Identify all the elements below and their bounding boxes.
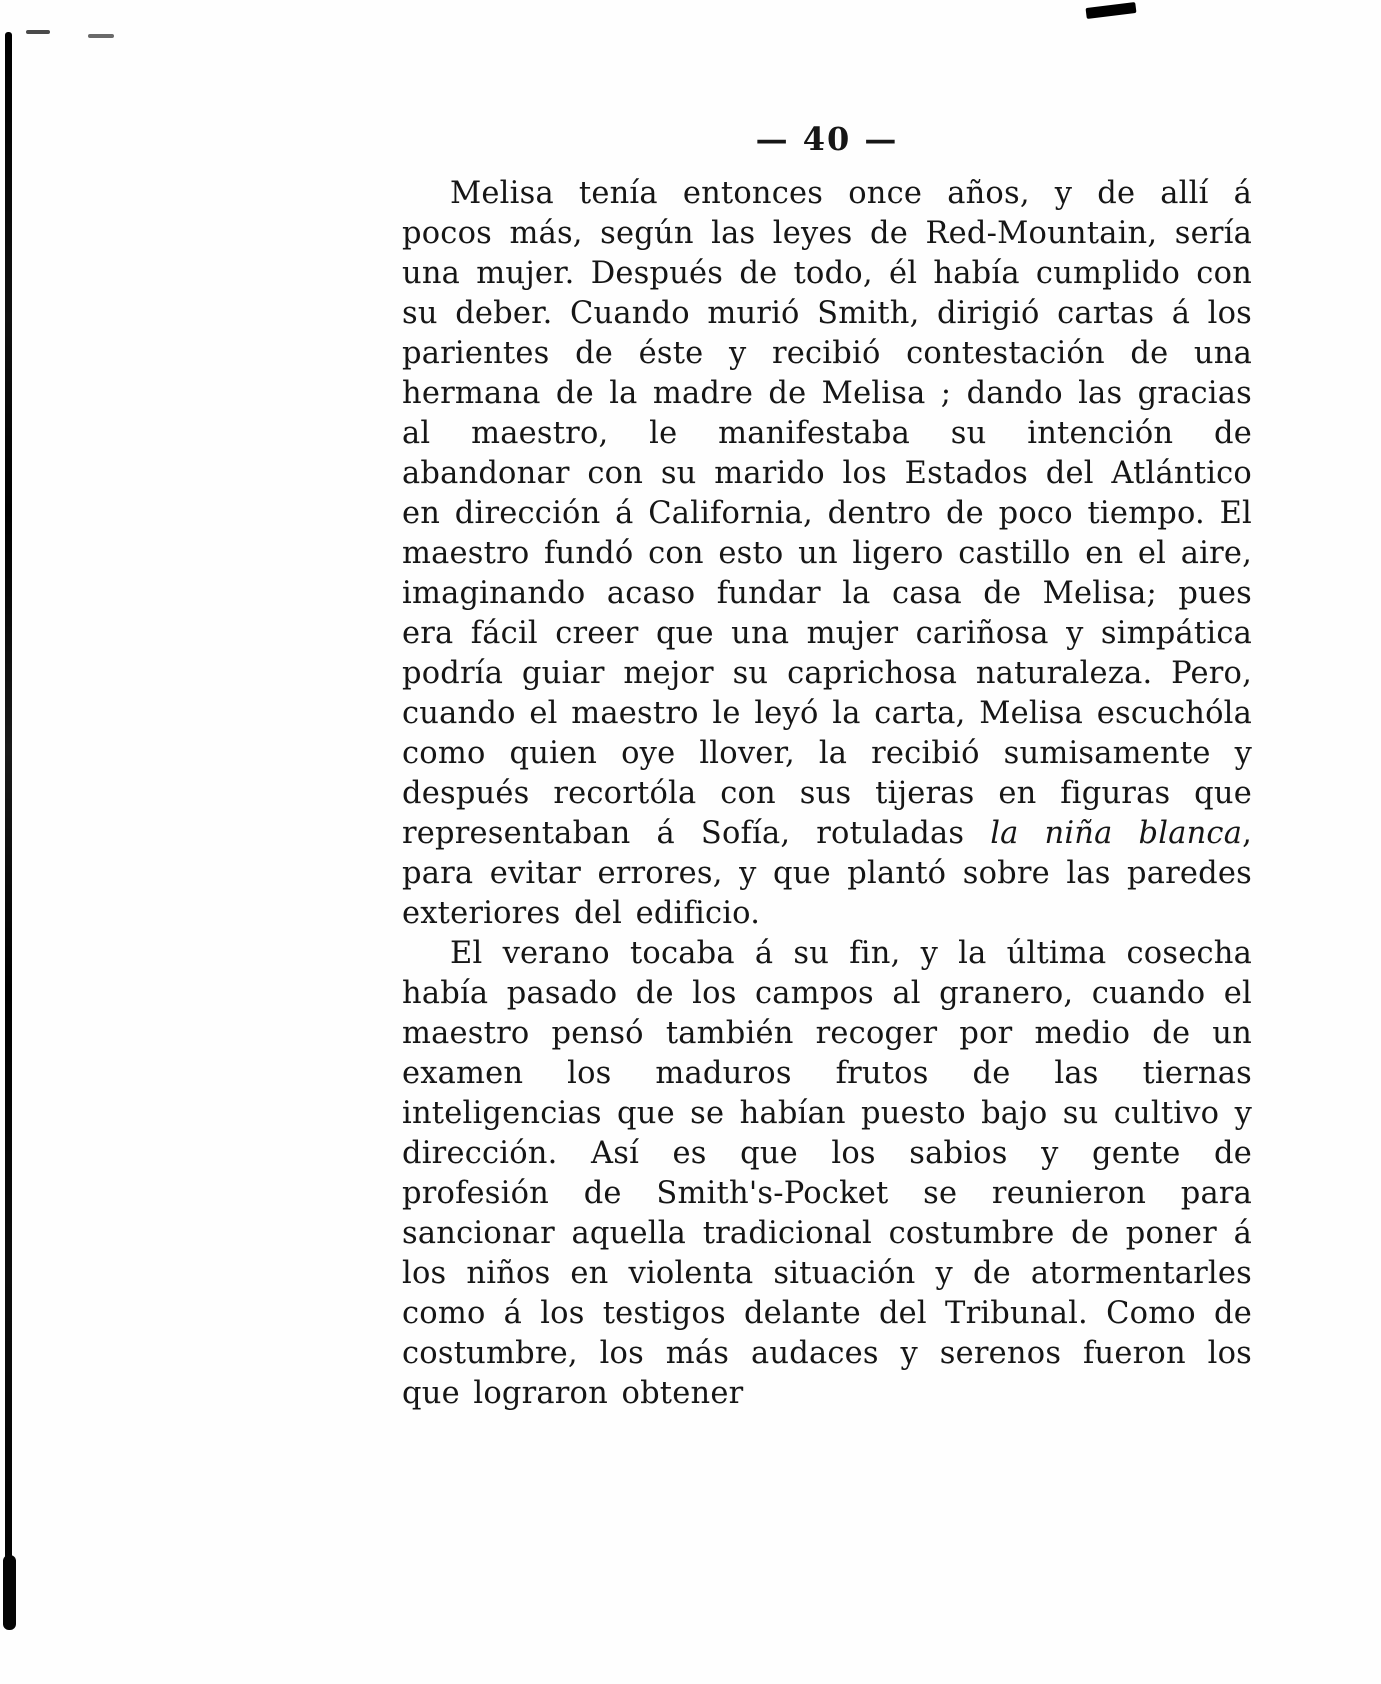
binding-blob-artifact	[3, 1555, 16, 1630]
scan-artifact-top-left	[26, 30, 50, 34]
paragraph-1-italic-phrase: la niña blanca	[990, 816, 1243, 851]
page-number: — 40 —	[755, 120, 899, 158]
scan-artifact-top-left-2	[88, 34, 114, 38]
paragraph-2: El verano tocaba á su fin, y la última cosecha había pasado de los campos al granero, cuando el maestro pensó también recoger por medio de un examen los maduros frutos de las tiernas inteligencias que se habían puesto bajo su cultivo y dirección. Así es que los sabios y gente de profesión de Smith's-Pocket se reunieron para sancionar aquella tradicional costumbre de poner á los niños en violenta situación y de atormentarles como á los testigos delante del Tribunal. Como de costumbre, los más audaces y serenos fueron los que lograron obtener	[402, 936, 1252, 1411]
binding-edge-artifact	[5, 32, 12, 1627]
paragraph-1-text-end: , para evitar errores, y que plantó sobre las paredes exteriores del edificio.	[402, 816, 1253, 931]
paragraph-1-text-start: Melisa tenía entonces once años, y de allí á pocos más, según las leyes de Red-Mountain, sería una mujer. Después de todo, él había cumplido con su deber. Cuando murió Smith, dirigió cartas á los parientes de éste y recibió contestación de una hermana de la madre de Melisa ; dando las gracias al maestro, le manifestaba su intención de abandonar con su marido los Estados del Atlántico en dirección á California, dentro de poco tiempo. El maestro fundó con esto un ligero castillo en el aire, imaginando acaso fundar la casa de Melisa; pues era fácil creer que una mujer cariñosa y simpática podría guiar mejor su caprichosa naturaleza. Pero, cuando el maestro le leyó la carta, Melisa escuchóla como quien oye llover, la recibió sumisamente y después recortóla con sus tijeras en figuras que representaban á Sofía, rotuladas	[402, 176, 1252, 851]
scan-artifact-top-right	[1086, 2, 1137, 19]
paragraph-1	[402, 174, 1252, 934]
text-block	[402, 120, 1252, 1414]
